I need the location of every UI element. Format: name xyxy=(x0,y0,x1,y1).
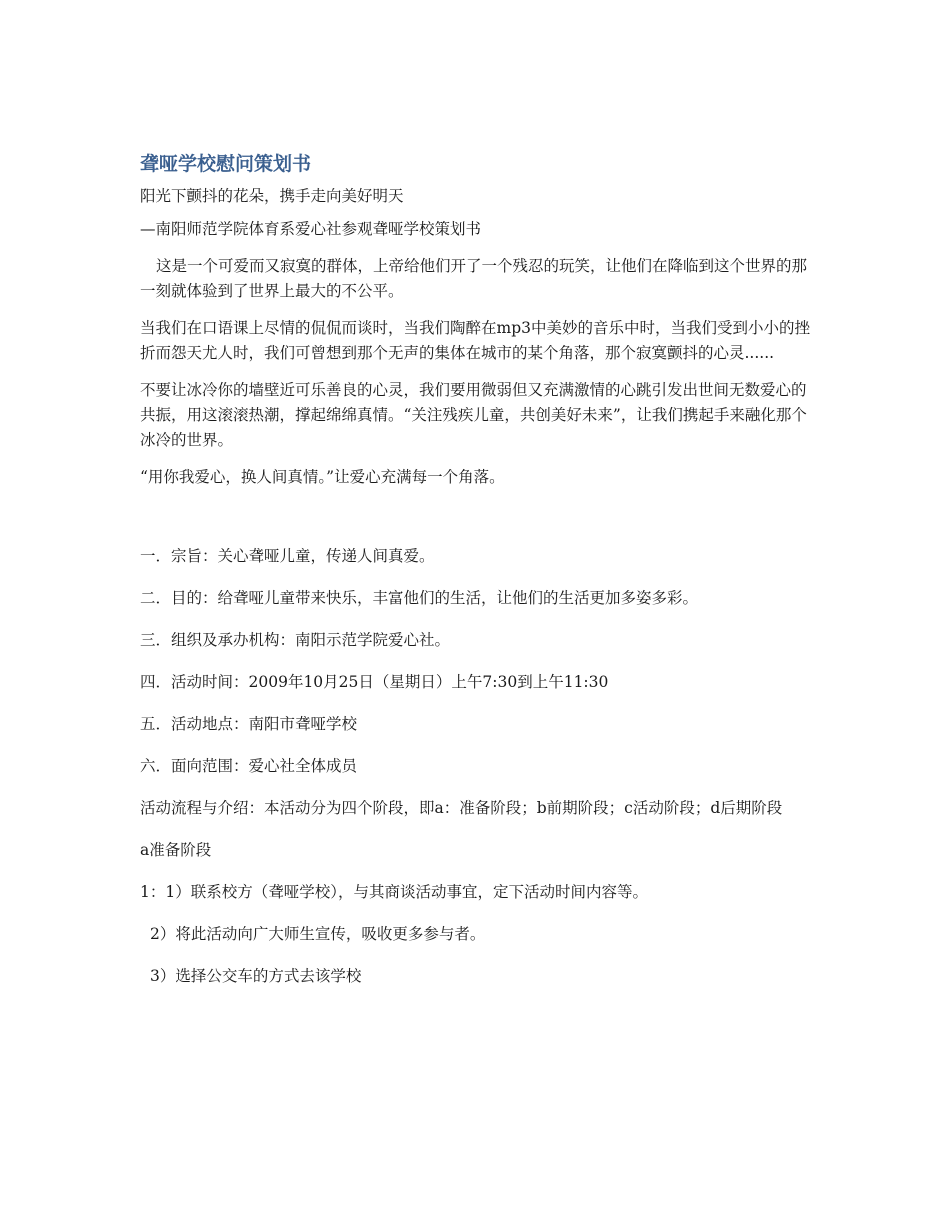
section-goal: 二．目的：给聋哑儿童带来快乐，丰富他们的生活，让他们的生活更加多姿多彩。 xyxy=(140,589,699,607)
section-location: 五．活动地点：南阳市聋哑学校 xyxy=(140,715,358,733)
section-time: 四．活动时间：2009年10月25日（星期日）上午7:30到上午11:30 xyxy=(140,673,609,691)
section-scope: 六．面向范围：爱心社全体成员 xyxy=(140,757,358,775)
intro-paragraph: “用你我爱心，换人间真情。”让爱心充满每一个角落。 xyxy=(140,468,505,486)
document-subtitle: 阳光下颤抖的花朵，携手走向美好明天 xyxy=(140,187,404,205)
intro-paragraph: 当我们在口语课上尽情的侃侃而谈时，当我们陶醉在mp3中美妙的音乐中时，当我们受到小小的挫折而怨天尤人时，我们可曾想到那个无声的集体在城市的某个角落，那个寂寞颤抖的心灵...... xyxy=(140,319,810,362)
document-byline: —南阳师范学院体育系爱心社参观聋哑学校策划书 xyxy=(140,220,482,238)
stage-a-step: 2）将此活动向广大师生宣传，吸收更多参与者。 xyxy=(150,925,486,943)
stage-a-step: 1：1）联系校方（聋哑学校），与其商谈活动事宜，定下活动时间内容等。 xyxy=(140,883,648,901)
section-spacer xyxy=(140,502,812,544)
intro-paragraph: 不要让冰冷你的墙壁近可乐善良的心灵，我们要用微弱但又充满激情的心跳引发出世间无数爱心的共振，用这滚滚热潮，撑起绵绵真情。“关注残疾儿童，共创美好未来”，让我们携起手来融化那个冰冷的世界。 xyxy=(140,381,807,449)
stage-a-title: a准备阶段 xyxy=(140,841,212,859)
section-organizer: 三．组织及承办机构：南阳示范学院爱心社。 xyxy=(140,631,451,649)
document-title: 聋哑学校慰问策划书 xyxy=(140,153,312,175)
intro-paragraph: 这是一个可爱而又寂寞的群体，上帝给他们开了一个残忍的玩笑，让他们在降临到这个世界的那一刻就体验到了世界上最大的不公平。 xyxy=(140,257,808,300)
section-purpose: 一．宗旨：关心聋哑儿童，传递人间真爱。 xyxy=(140,547,435,565)
process-intro: 活动流程与介绍：本活动分为四个阶段，即a：准备阶段；b前期阶段；c活动阶段；d后期阶段 xyxy=(140,799,783,817)
stage-a-step: 3）选择公交车的方式去该学校 xyxy=(150,967,362,985)
document-page xyxy=(140,150,812,1006)
